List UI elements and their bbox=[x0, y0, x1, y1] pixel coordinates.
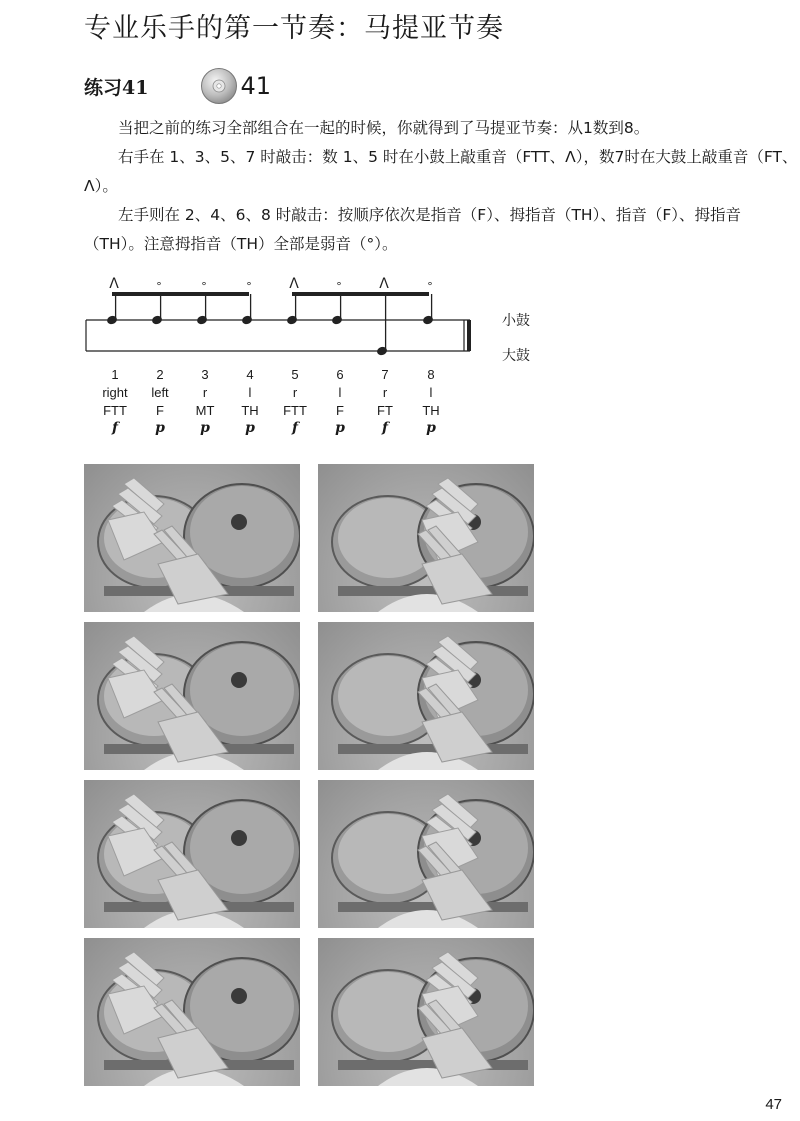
beat-stroke: FT bbox=[377, 403, 393, 418]
beat-dynamic: p bbox=[245, 420, 255, 436]
accent-mark: Λ bbox=[379, 276, 389, 292]
beat-dynamic: p bbox=[335, 420, 345, 436]
photo-beat-8 bbox=[318, 938, 534, 1086]
photo-beat-6 bbox=[318, 780, 534, 928]
beat-count: 4 bbox=[246, 367, 254, 382]
beat-hand: left bbox=[151, 385, 169, 400]
ghost-mark: ° bbox=[156, 280, 162, 293]
accent-mark: Λ bbox=[109, 276, 119, 292]
beat-hand: r bbox=[202, 385, 208, 400]
paragraph-intro: 当把之前的练习全部组合在一起的时候，你就得到了马提亚节奏：从1数到8。 bbox=[118, 119, 650, 137]
photo-beat-4 bbox=[318, 622, 534, 770]
paragraph-left-hand: 左手则在 2、4、6、8 时敲击：按顺序依次是指音（F）、拇指音（TH）、指音（F）、拇指音（TH）。注意拇指音（TH）全部是弱音（°）。 bbox=[84, 206, 742, 253]
ghost-mark: ° bbox=[427, 280, 433, 293]
beat-stroke: F bbox=[336, 403, 344, 418]
beat-hand: l bbox=[248, 385, 252, 400]
ghost-mark: ° bbox=[246, 280, 252, 293]
ghost-mark: ° bbox=[201, 280, 207, 293]
page-title: 专业乐手的第一节奏：马提亚节奏 bbox=[84, 13, 504, 44]
page-number: 47 bbox=[765, 1096, 782, 1113]
beat-count: 3 bbox=[201, 367, 209, 382]
beat-count: 7 bbox=[381, 367, 389, 382]
photo-beat-7 bbox=[84, 938, 300, 1086]
beat-hand: r bbox=[382, 385, 388, 400]
photo-beat-3 bbox=[84, 622, 300, 770]
beat-count: 5 bbox=[291, 367, 299, 382]
ghost-mark: ° bbox=[336, 280, 342, 293]
beat-count: 8 bbox=[427, 367, 435, 382]
photo-beat-1 bbox=[84, 464, 300, 612]
beat-dynamic: f bbox=[291, 420, 299, 436]
beat-dynamic: f bbox=[381, 420, 389, 436]
beat-stroke: F bbox=[156, 403, 164, 418]
drum-label-small: 小鼓 bbox=[502, 313, 530, 329]
paragraph-right-hand: 右手在 1、3、5、7 时敲击：数 1、5 时在小鼓上敲重音（FTT、Λ），数7时在大鼓上敲重音（FT、Λ）。 bbox=[84, 148, 798, 195]
beat-hand: l bbox=[338, 385, 342, 400]
beat-count: 1 bbox=[111, 367, 119, 382]
beat-stroke: FTT bbox=[103, 403, 127, 418]
beam-group-1 bbox=[112, 292, 249, 296]
photo-beat-2 bbox=[318, 464, 534, 612]
beat-dynamic: p bbox=[155, 420, 165, 436]
photo-beat-5 bbox=[84, 780, 300, 928]
beat-count: 6 bbox=[336, 367, 344, 382]
exercise-label: 练习41 bbox=[84, 76, 149, 99]
beat-count: 2 bbox=[156, 367, 164, 382]
beam-group-2 bbox=[292, 292, 429, 296]
beat-dynamic: p bbox=[426, 420, 436, 436]
beat-dynamic: p bbox=[200, 420, 210, 436]
beat-hand: r bbox=[292, 385, 298, 400]
drum-label-large: 大鼓 bbox=[502, 348, 530, 364]
beat-stroke: MT bbox=[195, 403, 215, 418]
final-thick-bar bbox=[467, 320, 471, 351]
cd-track-number: 41 bbox=[240, 72, 271, 100]
beat-stroke: TH bbox=[422, 403, 440, 418]
beat-stroke: TH bbox=[241, 403, 259, 418]
beat-stroke: FTT bbox=[283, 403, 307, 418]
beat-hand: l bbox=[429, 385, 433, 400]
accent-mark: Λ bbox=[289, 276, 299, 292]
beat-hand: right bbox=[102, 385, 128, 400]
beat-dynamic: f bbox=[111, 420, 119, 436]
